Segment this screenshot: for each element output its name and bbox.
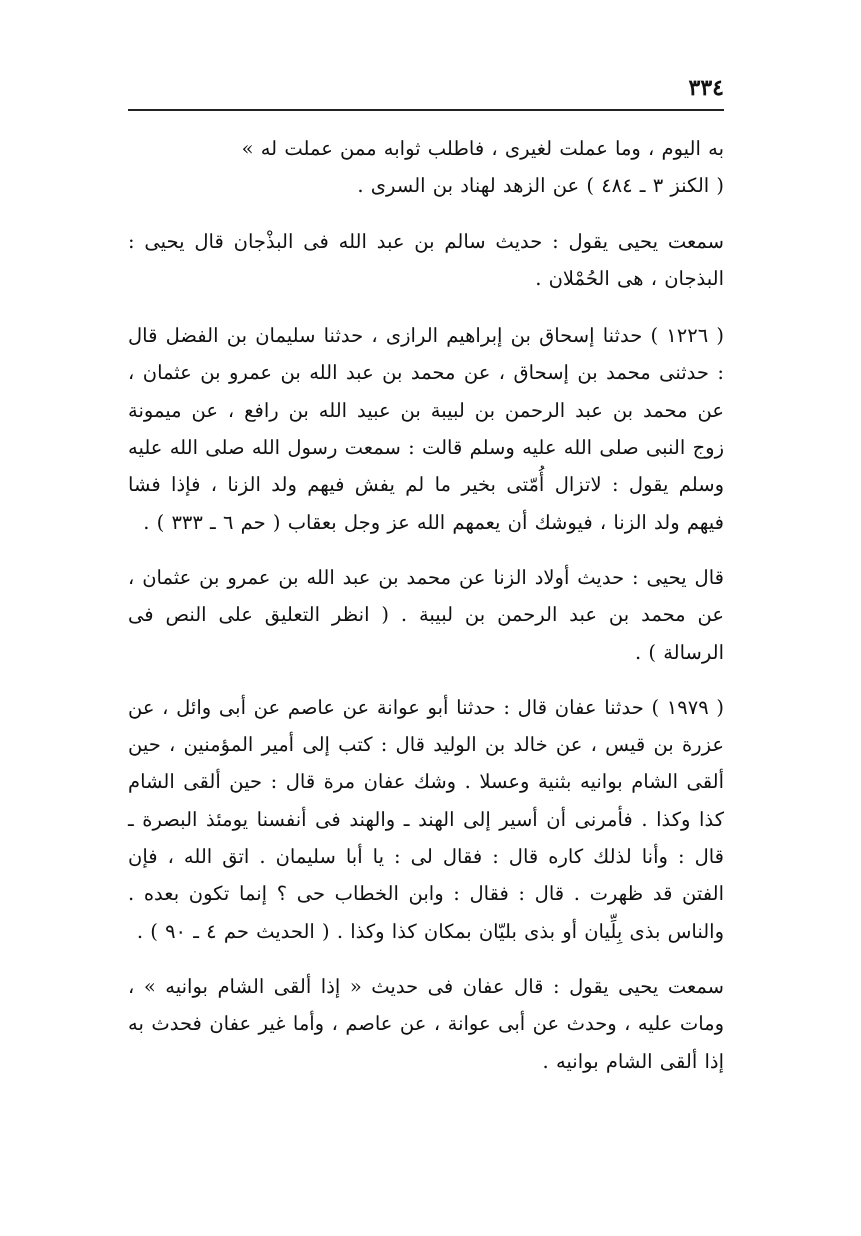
paragraph: قال يحيى : حديث أولاد الزنا عن محمد بن عبد الله بن عمرو بن عثمان ، عن محمد بن عبد الرحمن بن لبيبة . ( انظر التعليق على النص فى الرسالة ) . (128, 565, 724, 664)
paragraph: ( الكنز ٣ ـ ٤٨٤ ) عن الزهد لهناد بن السرى . (357, 174, 724, 198)
paragraph: ( ١٩٧٩ ) حدثنا عفان قال : حدثنا أبو عوانة عن عاصم عن أبى وائل ، عن عزرة بن قيس ، عن خالد بن الوليد قال : كتب إلى أمير المؤمنين ، حين ألقى الشام بوانيه بثنية وعسلا . وشك عفان مرة قال : حين ألقى الشام كذا وكذا . فأمرنى أن أسير إلى الهند ـ والهند فى أنفسنا يومئذ البصرة ـ قال : وأنا لذلك كاره قال : فقال لى : يا أبا سليمان . اتق الله ، فإن الفتن قد ظهرت . قال : فقال : وابن الخطاب حى ؟ إنما تكون بعده . والناس بذى بِلِّيان أو بذى بليّان بمكان كذا وكذا . ( الحديث حم ٤ ـ ٩٠ ) . (128, 695, 724, 943)
paragraph: ( ١٢٢٦ ) حدثنا إسحاق بن إبراهيم الرازى ، حدثنا سليمان بن الفضل قال : حدثنى محمد بن إسحاق ، عن محمد بن عبد الله بن عمرو بن عثمان ، عن محمد بن عبد الرحمن بن لبيبة بن عبيد الله بن رافع ، عن ميمونة زوج النبى صلى الله عليه وسلم قالت : سمعت رسول الله صلى الله عليه وسلم يقول : لاتزال أُمّتى بخير ما لم يفش فيهم ولد الزنا ، فإذا فشا فيهم ولد الزنا ، فيوشك أن يعمهم الله عز وجل بعقاب ( حم ٦ ـ ٣٣٣ ) . (128, 324, 724, 534)
page-body (128, 130, 724, 1080)
paragraph: به اليوم ، وما عملت لغيرى ، فاطلب ثوابه ممن عملت له » (241, 137, 724, 160)
paragraph: سمعت يحيى يقول : قال عفان فى حديث « إذا ألقى الشام بوانيه » ، ومات عليه ، وحدث عن أبى عوانة ، عن عاصم ، وأما غير عفان فحدث به إذا ألقى الشام بوانيه . (128, 974, 724, 1073)
header-rule (128, 109, 724, 111)
page-number: ٣٣٤ (688, 75, 724, 101)
paragraph: سمعت يحيى يقول : حديث سالم بن عبد الله فى البذْجان قال يحيى : البذجان ، هى الحُمْلان . (128, 229, 724, 290)
